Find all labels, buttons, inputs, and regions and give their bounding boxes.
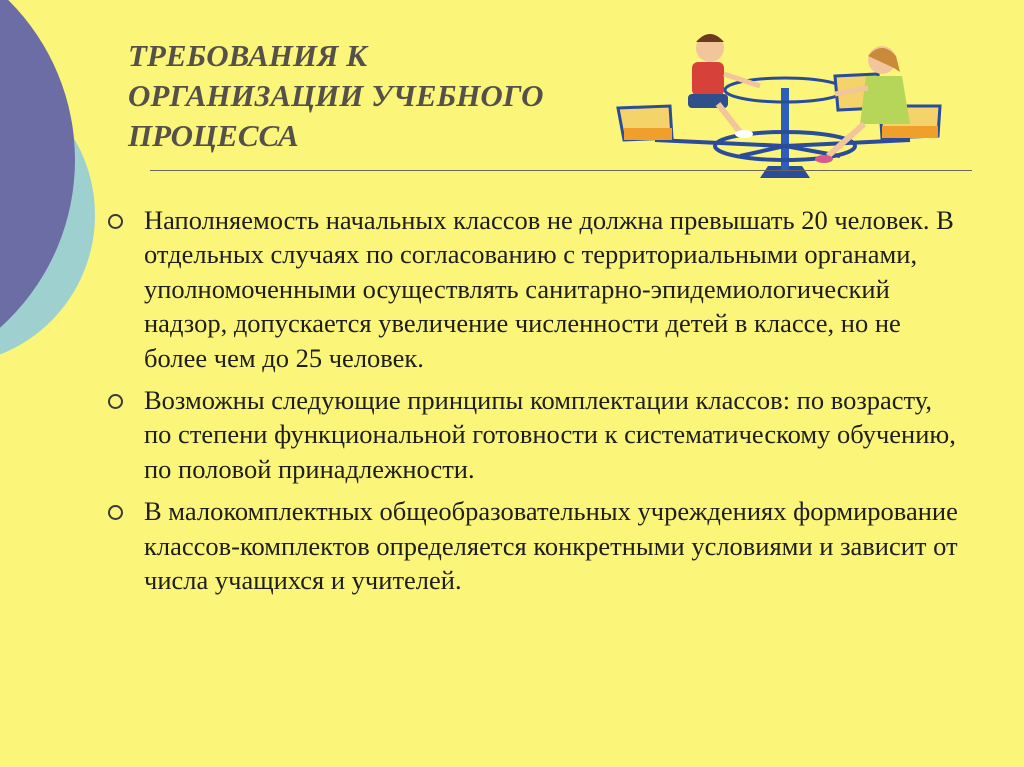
list-item xyxy=(104,494,964,597)
bullet-text: Наполняемость начальных классов не должна превышать 20 человек. В отдельных случаях по согласованию с территориальными органами, уполномоченными осуществлять санитарно-эпидемиологический надзор, допускается увеличение численности детей в классе, но не более чем до 25 человек. xyxy=(144,205,954,373)
title-divider xyxy=(150,170,972,171)
title-line: ПРОЦЕССА xyxy=(128,118,299,153)
bullet-circle-icon xyxy=(108,505,123,520)
title-line: ОРГАНИЗАЦИИ УЧЕБНОГО xyxy=(128,78,544,113)
list-item xyxy=(104,203,964,375)
bullet-text: В малокомплектных общеобразовательных учреждениях формирование классов-комплектов определяется конкретными условиями и зависит от числа учащихся и учителей. xyxy=(144,496,958,596)
bullet-circle-icon xyxy=(108,394,123,409)
bullet-text: Возможны следующие принципы комплектации классов: по возрасту, по степени функциональной готовности к систематическому обучению, по половой принадлежности. xyxy=(144,385,956,484)
bullet-circle-icon xyxy=(108,214,123,229)
slide-title xyxy=(128,36,598,156)
bullet-list xyxy=(104,203,964,605)
title-line: ТРЕБОВАНИЯ К xyxy=(128,38,368,73)
decorative-circles xyxy=(0,0,120,767)
list-item xyxy=(104,383,964,486)
children-on-carousel-icon xyxy=(610,28,960,188)
